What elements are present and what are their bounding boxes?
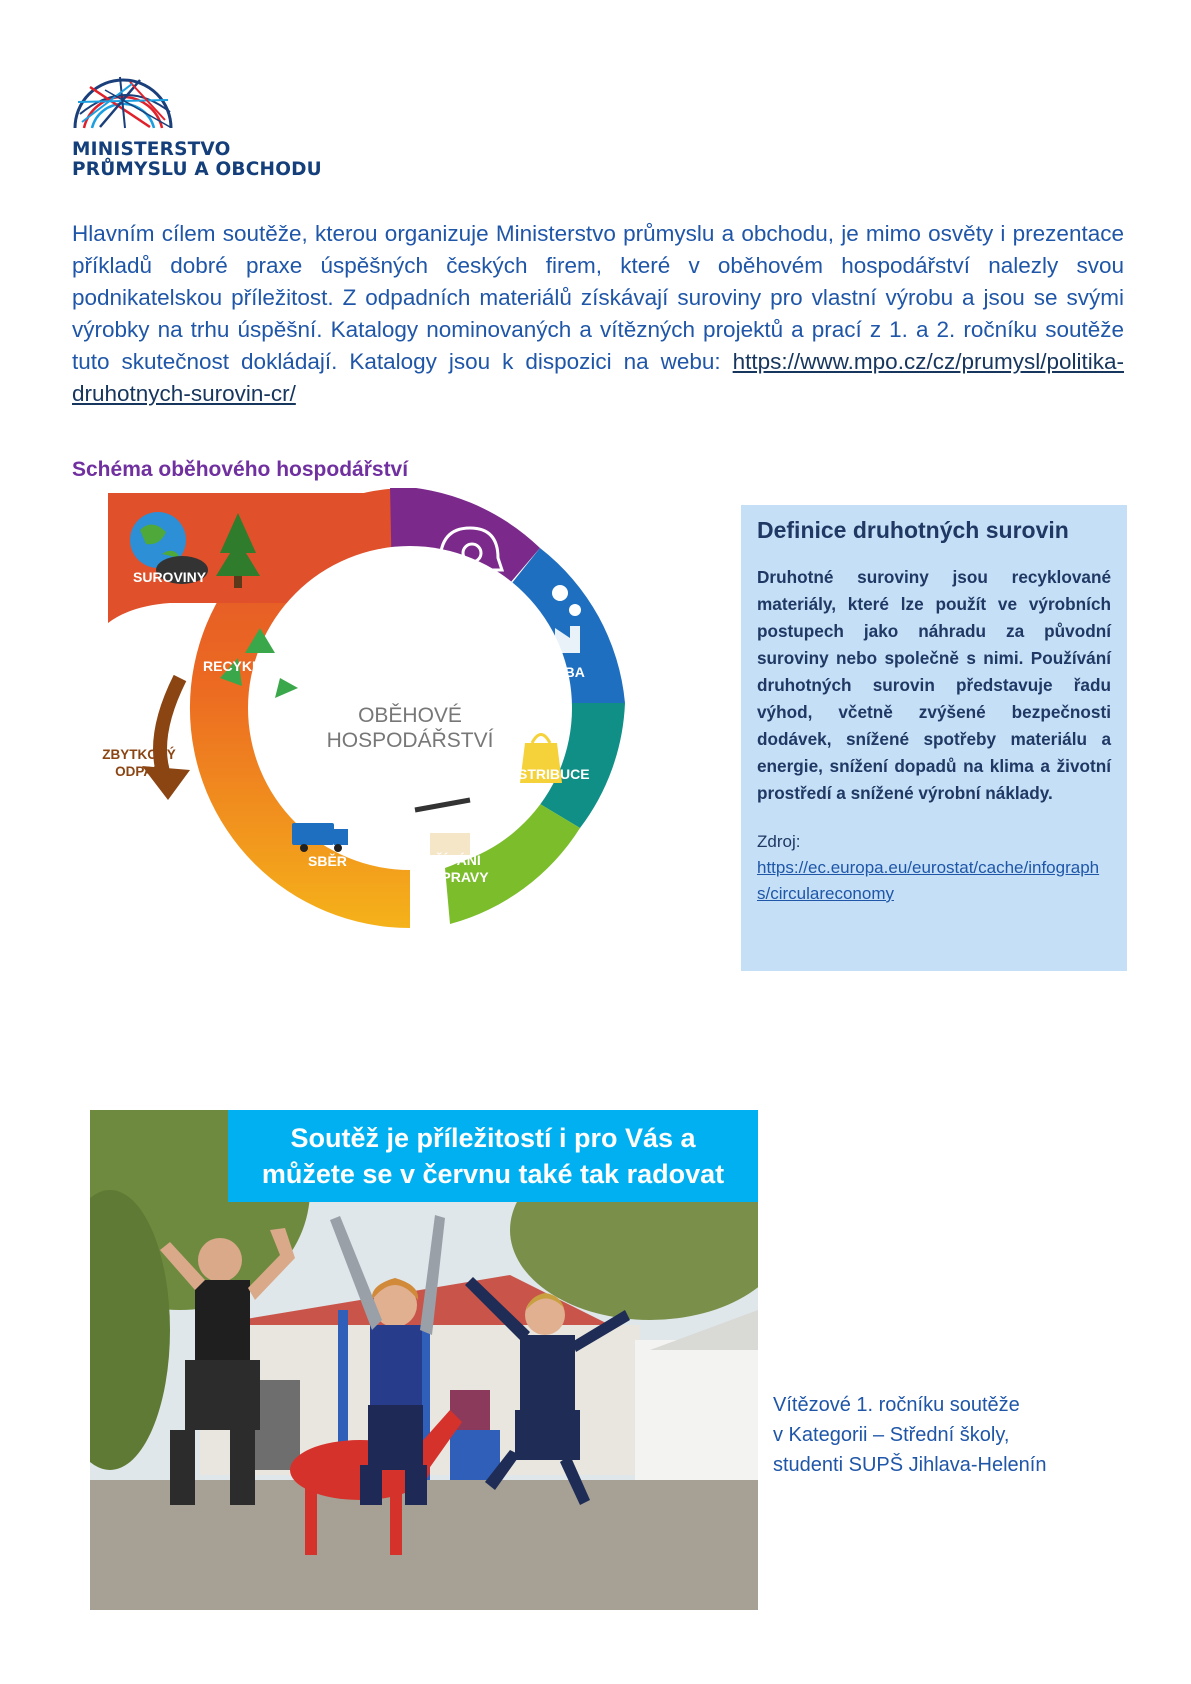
caption-line-2: v Kategorii – Střední školy, [773, 1424, 1010, 1446]
ministry-logo [70, 72, 322, 192]
caption-line-1: Vítězové 1. ročníku soutěže [773, 1394, 1020, 1416]
definition-title: Definice druhotných surovin [757, 517, 1069, 543]
label-recyklace: RECYKLACE [203, 658, 291, 674]
label-design: DESIGN [438, 569, 492, 585]
definition-source-link[interactable]: https://ec.europa.eu/eurostat/cache/infographs/circulareconomy [757, 858, 1100, 903]
label-distribuce: DISTRIBUCE [504, 766, 590, 782]
banner-line-2: můžete se v červnu také tak radovat [261, 1159, 725, 1189]
label-odpad-line-2: ODPAD [115, 764, 163, 779]
label-center-line-1: OBĚHOVÉ [358, 704, 462, 727]
label-suroviny: SUROVINY [133, 569, 207, 585]
section-title: Schéma oběhového hospodářství [72, 458, 409, 481]
globe-network-icon [70, 72, 180, 132]
label-sber: SBĚR [308, 853, 347, 869]
definition-source-label: Zdroj: [757, 832, 801, 851]
label-uzivani-line-2: A OPRAVY [417, 869, 489, 885]
label-vyroba: VÝROBA [525, 664, 585, 680]
logo-wordmark [72, 140, 322, 180]
label-center [320, 703, 500, 753]
logo-line-2: PRŮMYSLU A OBCHODU [72, 159, 322, 180]
definition-box [741, 505, 1127, 971]
label-uzivani-line-1: UŽÍVÁNÍ [424, 852, 481, 868]
intro-paragraph [72, 218, 1124, 410]
logo-line-1: MINISTERSTVO [72, 139, 231, 160]
photo-banner [228, 1110, 758, 1202]
label-zbytkovy-odpad [80, 746, 198, 780]
label-center-line-2: HOSPODÁŘSTVÍ [326, 729, 494, 752]
banner-line-1: Soutěž je příležitostí i pro Vás a [290, 1123, 696, 1153]
photo-caption [773, 1390, 1153, 1480]
catalog-link[interactable]: https://www.mpo.cz/cz/prumysl/politika-druhotnych-surovin-cr/ [72, 349, 1124, 406]
caption-line-3: studenti SUPŠ Jihlava-Helenín [773, 1454, 1047, 1476]
label-uzivani [417, 852, 489, 886]
circular-economy-diagram [70, 488, 680, 988]
intro-text: Hlavním cílem soutěže, kterou organizuje Ministerstvo průmyslu a obchodu, je mimo osvěty i prezentace příkladů dobré praxe úspěšných českých firem, které v oběhovém hospodářství nalezly svou podnikatelskou příležitost. Z odpadních materiálů získávají suroviny pro vlastní výrobu a jsou se svými výrobky na trhu úspěšní. Katalogy nominovaných a vítězných projektů a prací z 1. a 2. ročníku soutěže tuto skutečnost dokládají. Katalogy jsou k dispozici na webu: [72, 221, 1124, 374]
definition-body: Druhotné suroviny jsou recyklované materiály, které lze použít ve výrobních postupech jako náhradu za původní suroviny nebo společně s nimi. Používání druhotných surovin představuje řadu výhod, včetně zvýšené bezpečnosti dodávek, snížené spotřeby materiálu a energie, snížení dopadů na klima a životní prostředí a snížené výrobní náklady. [757, 567, 1111, 803]
label-odpad-line-1: ZBYTKOVÝ [102, 747, 176, 762]
students-photo [90, 1110, 758, 1610]
